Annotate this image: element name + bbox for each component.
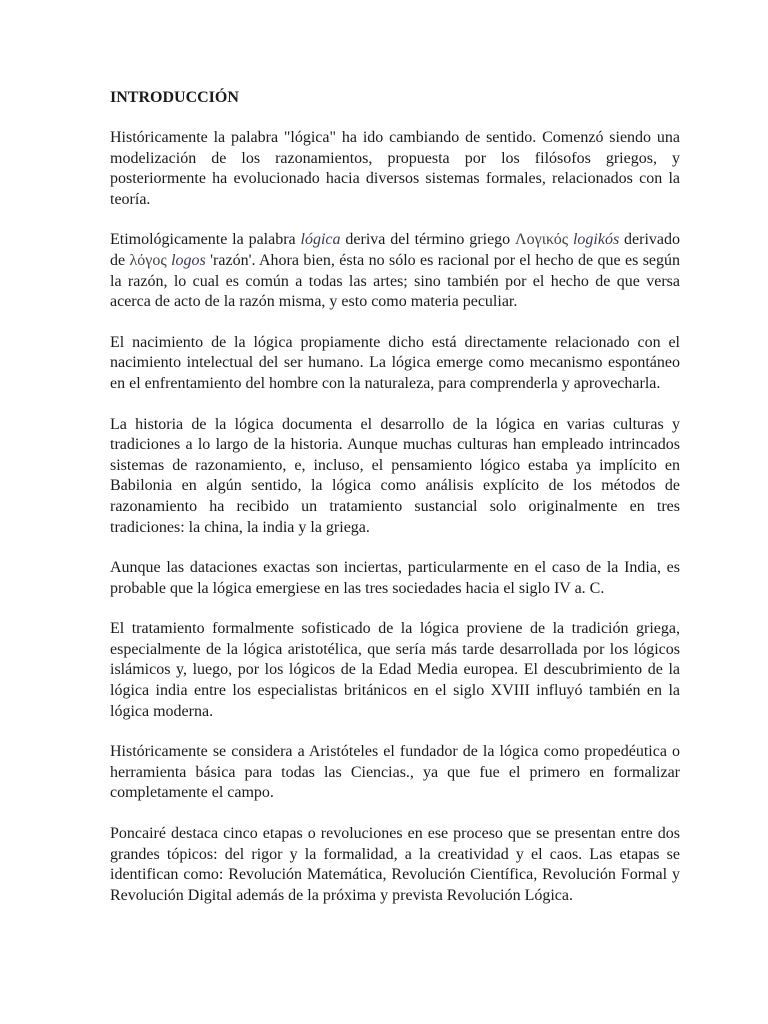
translit-logos: logos (171, 251, 206, 269)
etymology-text-2: deriva del término griego (345, 231, 511, 249)
etymology-text-4: 'razón'. Ahora bien, ésta no sólo es racional por el hecho de que es según la razón, lo cual es común a todas las artes; sino también por el hecho de que versa acerca de acto de la razón misma, y esto como materia peculiar. (110, 251, 681, 311)
translit-logikos: logikós (572, 231, 620, 249)
greek-logikos: Λογικός (515, 231, 569, 249)
paragraph-aristotle: Históricamente se considera a Aristóteles el fundador de la lógica como propedéutica o herramienta básica para todas las Ciencias., ya que fue el primero en formalizar completamente el campo. (110, 743, 680, 802)
document-page (110, 88, 680, 926)
paragraph-birth-of-logic: El nacimiento de la lógica propiamente dicho está directamente relacionado con el nacimiento intelectual del ser humano. La lógica emerge como mecanismo espontáneo en el enfrentamiento del hombre con la naturaleza, para comprenderla y aprovecharla. (110, 333, 680, 392)
term-logica: lógica (300, 231, 341, 249)
etymology-text-3: derivado de (110, 231, 681, 269)
paragraph-history-of-word: Históricamente la palabra "lógica" ha ido cambiando de sentido. Comenzó siendo una modelización de los razonamientos, propuesta por los filósofos griegos, y posteriormente ha evolucionado hacia diversos sistemas formales, relacionados con la teoría. (110, 129, 680, 208)
paragraph-dating: Aunque las dataciones exactas son inciertas, particularmente en el caso de la India, es probable que la lógica emergiese en las tres sociedades hacia el siglo IV a. C. (110, 559, 680, 597)
paragraph-history-cultures: La historia de la lógica documenta el desarrollo de la lógica en varias culturas y tradiciones a lo largo de la historia. Aunque muchas culturas han empleado intrincados sistemas de razonamiento, e, incluso, el pensamiento lógico estaba ya implícito en Babilonia en algún sentido, la lógica como análisis explícito de los métodos de razonamiento ha recibido un tratamiento sustancial solo originalmente en tres tradiciones: la china, la india y la griega. (110, 415, 680, 536)
etymology-text-1: Etimológicamente la palabra (110, 231, 296, 249)
document-heading: INTRODUCCIÓN (110, 89, 239, 106)
greek-logos: λόγος (129, 251, 167, 269)
paragraph-revolutions: Poncairé destaca cinco etapas o revoluciones en ese proceso que se presentan entre dos grandes tópicos: del rigor y la formalidad, a la creatividad y el caos. Las etapas se identifican como: Revolución Matemática, Revolución Científica, Revolución Formal y Revolución Digital además de la próxima y prevista Revolución Lógica. (110, 825, 680, 904)
paragraph-greek-tradition: El tratamiento formalmente sofisticado de la lógica proviene de la tradición griega, especialmente de la lógica aristotélica, que sería más tarde desarrollada por los lógicos islámicos y, luego, por los lógicos de la Edad Media europea. El descubrimiento de la lógica india entre los especialistas británicos en el siglo XVIII influyó también en la lógica moderna. (110, 620, 680, 720)
paragraph-etymology (110, 230, 680, 312)
